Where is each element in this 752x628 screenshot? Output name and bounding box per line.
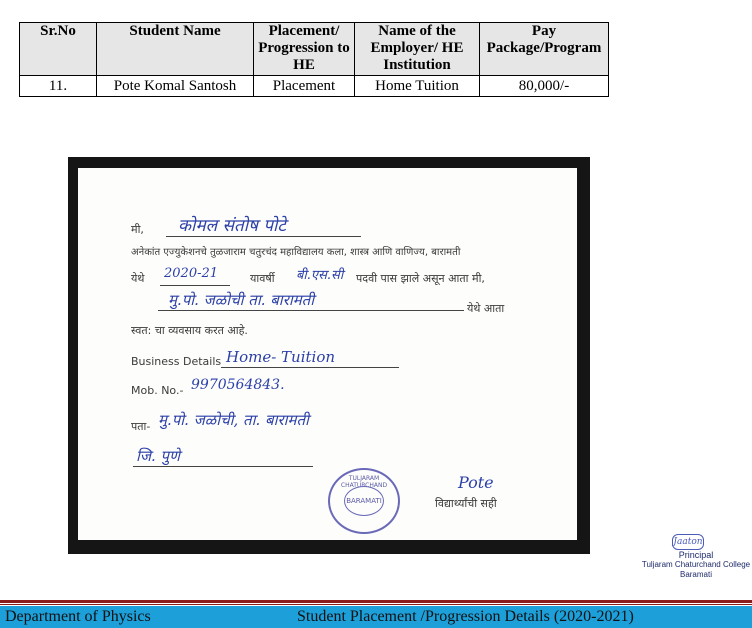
footer-rule-thin	[0, 604, 752, 605]
placement-table	[19, 22, 609, 97]
footer-title: Student Placement /Progression Details (2020-2021)	[297, 608, 634, 625]
handwritten-mobile: 9970564843.	[191, 377, 285, 393]
college-stamp	[328, 468, 400, 534]
college-line: अनेकांत एज्युकेशनचे तुळजाराम चतुरचंद महाविद्यालय कला, शास्त्र आणि वाणिज्य, बारामती	[131, 247, 461, 258]
handwritten-name: कोमल संतोष पोटे	[178, 216, 286, 236]
label-yethe: येथे	[131, 272, 145, 285]
header-sr-no: Sr.No	[20, 23, 97, 76]
label-me: मी,	[131, 223, 144, 236]
label-yethe-ata: येथे आता	[467, 302, 505, 315]
cell-pay-package: 80,000/-	[480, 76, 609, 97]
handwritten-address-1: मु.पो. जळोची, ता. बारामती	[158, 411, 309, 429]
cell-employer: Home Tuition	[355, 76, 480, 97]
business-line: स्वत: चा व्यवसाय करत आहे.	[131, 324, 248, 337]
header-student-name: Student Name	[97, 23, 254, 76]
cell-student-name: Pote Komal Santosh	[97, 76, 254, 97]
handwritten-year: 2020-21	[164, 266, 219, 281]
table-row	[20, 76, 609, 97]
header-placement-progression: Placement/ Progression to HE	[254, 23, 355, 76]
place-underline	[158, 310, 464, 311]
footer-department: Department of Physics	[5, 608, 151, 625]
principal-city: Baramati	[679, 570, 712, 579]
business-underline	[221, 367, 399, 368]
label-business-details: Business Details	[131, 355, 222, 368]
handwritten-degree: बी.एस.सी	[296, 268, 344, 283]
label-student-sign: विद्यार्थ्यांची सही	[435, 497, 497, 510]
degree-line-rest: पदवी पास झाले असून आता मी,	[356, 272, 485, 285]
student-signature: Pote	[458, 473, 494, 492]
cell-placement: Placement	[254, 76, 355, 97]
cell-sr-no: 11.	[20, 76, 97, 97]
year-underline	[160, 285, 230, 286]
header-pay-package: Pay Package/Program	[480, 23, 609, 76]
handwritten-address-2: जि. पुणे	[136, 447, 180, 465]
principal-signature: Jaaton	[672, 534, 704, 550]
principal-seal	[640, 550, 752, 580]
stamp-center-text: BARAMATI	[346, 497, 382, 505]
label-pata: पता-	[131, 420, 151, 433]
certificate-paper	[78, 168, 577, 540]
table-header-row	[20, 23, 609, 76]
principal-title: Principal	[678, 550, 714, 560]
handwritten-place: मु.पो. जळोची ता. बारामती	[168, 291, 315, 309]
footer-rule-thick	[0, 600, 752, 603]
certificate-image-frame	[68, 157, 590, 554]
page-footer	[0, 606, 752, 628]
label-mob: Mob. No.-	[131, 384, 184, 397]
address-underline	[133, 466, 313, 467]
stamp-top-text: TULJARAM CHATURCHAND	[340, 475, 388, 489]
header-employer-institution: Name of the Employer/ HE Institution	[355, 23, 480, 76]
name-underline	[166, 236, 361, 237]
principal-college: Tuljaram Chaturchand College	[641, 560, 751, 569]
handwritten-business: Home- Tuition	[226, 348, 336, 366]
label-yavarshi: यावर्षी	[250, 272, 275, 285]
